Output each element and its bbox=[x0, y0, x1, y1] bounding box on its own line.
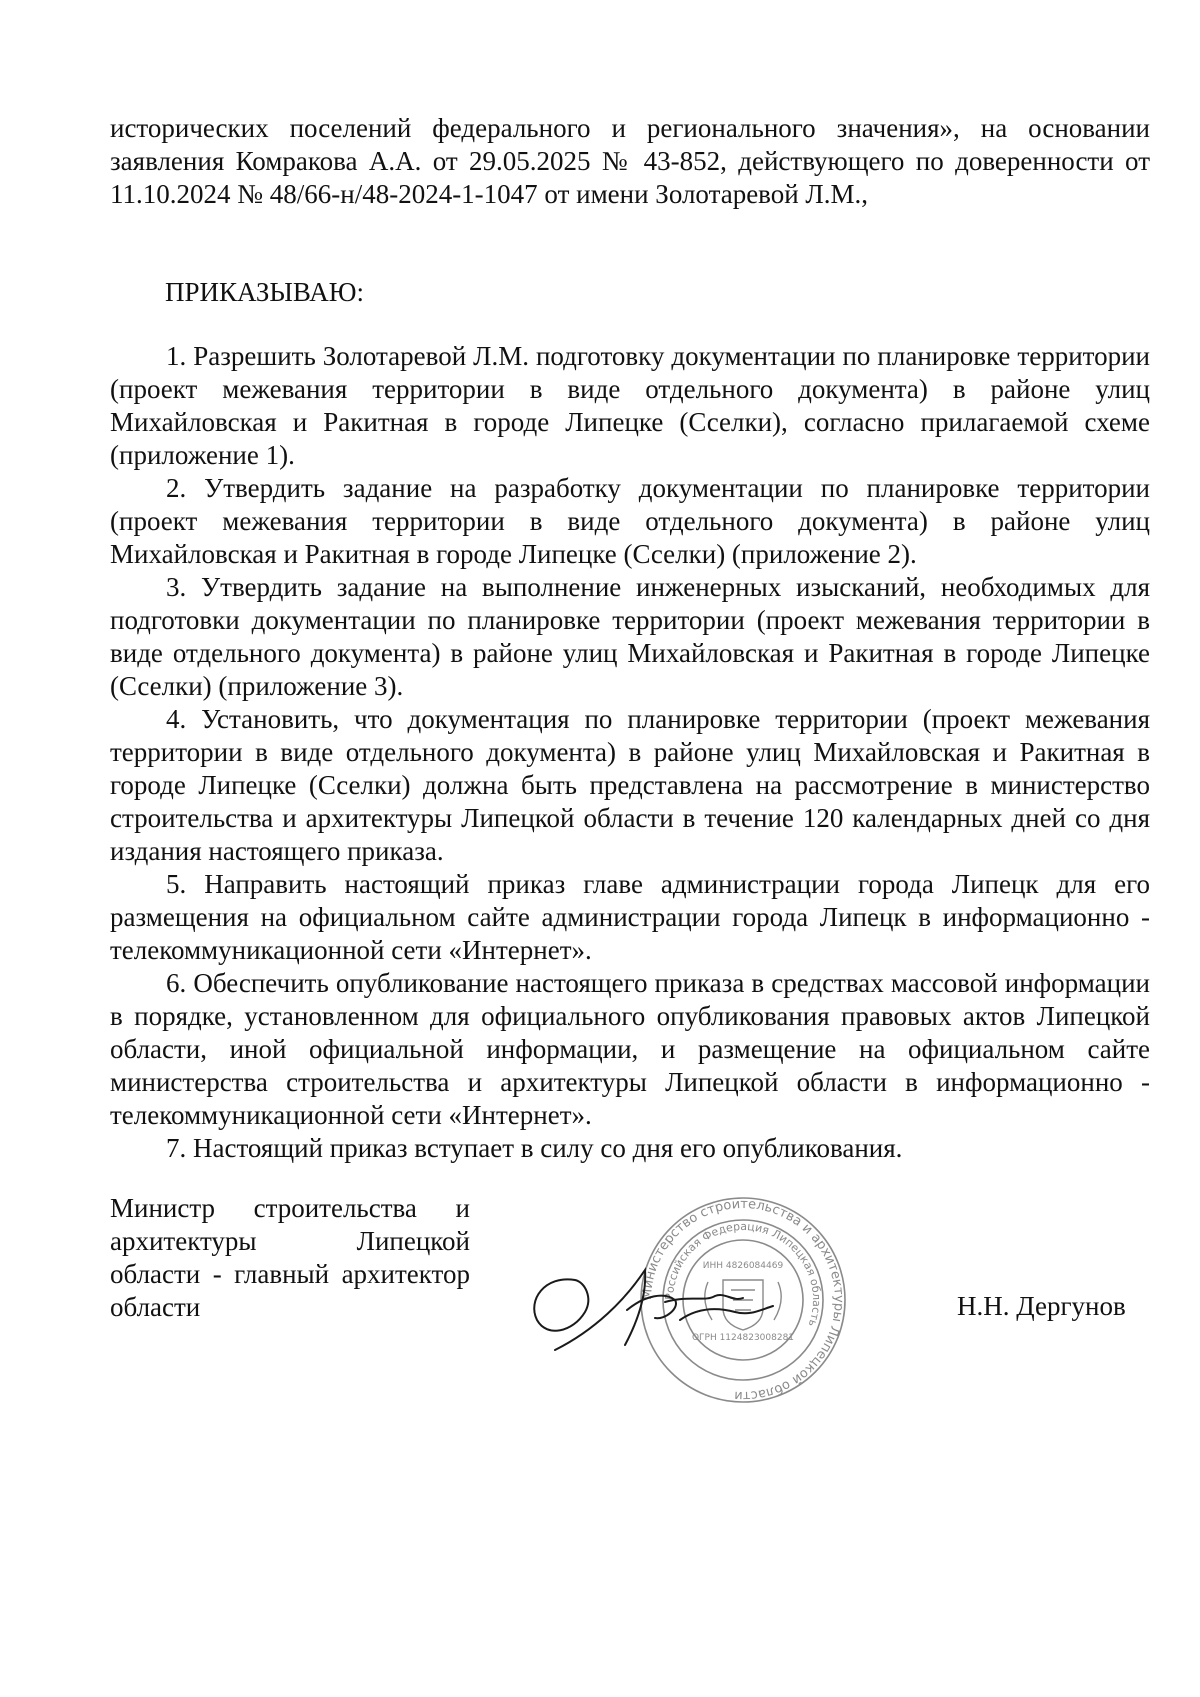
order-item-1: 1. Разрешить Золотаревой Л.М. подготовку документации по планировке территории (проект межевания территории в виде отдельного документа) в районе улиц Михайловская и Ракитная в городе Липецке (Сселки), согласно прилагаемой схеме (приложение 1). bbox=[110, 341, 1150, 470]
seal-inner-text: Российская Федерация Липецкая область bbox=[662, 1219, 824, 1329]
order-item-2: 2. Утвердить задание на разработку документации по планировке территории (проект межевания территории в виде отдельного документа) в районе улиц Михайловская и Ракитная в городе Липецке (Сселки) (приложение 2). bbox=[110, 473, 1150, 569]
seal-ogrn: ОГРН 1124823008281 bbox=[691, 1333, 795, 1343]
order-item-5: 5. Направить настоящий приказ главе администрации города Липецк для его размещения на официальном сайте администрации города Липецк в информационно - телекоммуникационной сети «Интернет». bbox=[110, 869, 1150, 965]
order-items bbox=[110, 340, 1150, 1165]
signer-name: Н.Н. Дергунов bbox=[957, 1291, 1126, 1321]
order-item-7: 7. Настоящий приказ вступает в силу со дня его опубликования. bbox=[166, 1133, 903, 1163]
intro-paragraph bbox=[110, 112, 1150, 211]
handwritten-signature bbox=[515, 1240, 785, 1360]
order-item-3: 3. Утвердить задание на выполнение инженерных изысканий, необходимых для подготовки документации по планировке территории (проект межевания территории в виде отдельного документа) в районе улиц Михайловская и Ракитная в городе Липецке (Сселки) (приложение 3). bbox=[110, 572, 1150, 701]
intro-text: исторических поселений федерального и регионального значения», на основании заявления Комракова А.А. от 29.05.2025 № 43-852, действующего по доверенности от 11.10.2024 № 48/66-н/48-2024-1-1047 от имени Золотаревой Л.М., bbox=[110, 113, 1150, 209]
order-heading: ПРИКАЗЫВАЮ: bbox=[165, 277, 364, 307]
seal-outer-text: Министерство строительства и архитектуры Липецкой области bbox=[639, 1196, 847, 1404]
order-item-6: 6. Обеспечить опубликование настоящего приказа в средствах массовой информации в порядке, установленном для официального опубликования правовых актов Липецкой области, иной официальной информации, и размещение на официальном сайте министерства строительства и архитектуры Липецкой области в информационно - телекоммуникационной сети «Интернет». bbox=[110, 968, 1150, 1130]
order-item-4: 4. Установить, что документация по планировке территории (проект межевания территории в виде отдельного документа) в районе улиц Михайловская и Ракитная в городе Липецке (Сселки) должна быть представлена на рассмотрение в министерство строительства и архитектуры Липецкой области в течение 120 календарных дней со дня издания настоящего приказа. bbox=[110, 704, 1150, 866]
seal-inn: ИНН 4826084469 bbox=[702, 1261, 784, 1271]
signer-position: Министр строительства и архитектуры Липецкой области - главный архитектор области bbox=[110, 1193, 470, 1322]
